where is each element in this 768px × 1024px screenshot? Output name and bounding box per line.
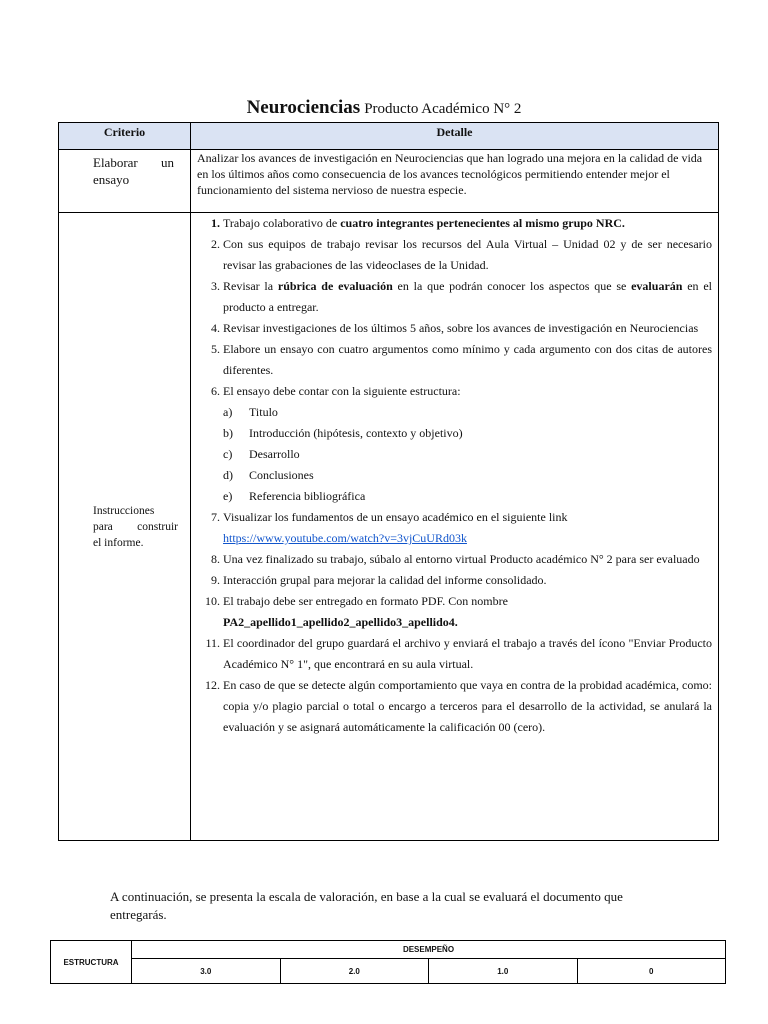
sublist-item: Desarrollo	[249, 447, 300, 461]
list-item	[223, 381, 712, 507]
sublist-item: Referencia bibliográfica	[249, 489, 366, 503]
step-bold-text: evaluarán	[631, 279, 683, 293]
page-title	[0, 96, 768, 121]
step-text: en la que podrán conocer los aspectos que se	[392, 279, 632, 293]
step-text: Revisar la	[223, 279, 278, 293]
title-sub: Producto Académico N° 2	[364, 101, 522, 117]
step-text: Trabajo colaborativo de	[223, 216, 341, 230]
table-row	[59, 213, 719, 841]
header-detalle: Detalle	[191, 123, 719, 150]
criteria-table	[58, 122, 719, 841]
criterio-line: el informe.	[93, 536, 144, 549]
table-row	[51, 959, 726, 984]
sublist-item: Conclusiones	[249, 468, 314, 482]
list-item: 11. El coordinador del grupo guardará el archivo y enviará el trabajo a través del ícono "Enviar Producto Académico N° 1", que encontrará en su aula virtual.	[223, 633, 712, 675]
instructions-list	[197, 213, 712, 738]
step-text: en el producto a entregar.	[223, 279, 712, 314]
score-level: 2.0	[280, 959, 429, 984]
step-bold-text: PA2_apellido1_apellido2_apellido3_apellido4.	[223, 615, 458, 629]
list-item	[223, 276, 712, 318]
criterio-line: Elaborar un	[93, 155, 174, 170]
table-header-row	[59, 123, 719, 150]
desempeno-header: DESEMPEÑO	[132, 941, 726, 959]
list-item	[223, 591, 712, 633]
list-item: 2. Con sus equipos de trabajo revisar los recursos del Aula Virtual – Unidad 02 y de ser necesario revisar las grabaciones de las videoclases de la Unidad.	[223, 234, 712, 276]
score-level: 0	[577, 959, 726, 984]
step-text: 10. El trabajo debe ser entregado en formato PDF. Con nombre	[223, 594, 508, 608]
list-item: 12. En caso de que se detecte algún comportamiento que vaya en contra de la probidad académica, como: copia y/o plagio parcial o total o encargo a terceros para el desarrollo de la actividad, se anulará la evaluación y se asignará automáticamente la calificación 00 (cero).	[223, 675, 712, 738]
step-text: 7. Visualizar los fundamentos de un ensayo académico en el siguiente link	[223, 510, 568, 524]
list-item	[223, 507, 712, 549]
step-text: El ensayo debe contar con la siguiente estructura:	[223, 384, 461, 398]
header-criterio: Criterio	[59, 123, 191, 150]
rating-scale-table	[50, 940, 726, 984]
table-row	[51, 941, 726, 959]
list-item: 8. Una vez finalizado su trabajo, súbalo al entorno virtual Producto académico N° 2 para ser evaluado	[223, 549, 712, 570]
score-level: 3.0	[132, 959, 281, 984]
title-main: Neurociencias	[246, 97, 361, 118]
intro-paragraph: A continuación, se presenta la escala de valoración, en base a la cual se evaluará el documento que entregarás.	[110, 889, 623, 922]
score-level: 1.0	[429, 959, 578, 984]
list-item: 9. Interacción grupal para mejorar la calidad del informe consolidado.	[223, 570, 712, 591]
criterio-line: Instrucciones	[93, 504, 155, 517]
criterio-line: para construir	[93, 520, 178, 533]
list-item: 4. Revisar investigaciones de los últimos 5 años, sobre los avances de investigación en Neurociencias	[223, 318, 712, 339]
table-row	[59, 150, 719, 213]
criterio-cell	[59, 150, 191, 213]
youtube-link[interactable]: https://www.youtube.com/watch?v=3vjCuURd03k	[223, 531, 467, 545]
step-bold-text: rúbrica de evaluación	[277, 279, 393, 293]
detalle-cell: Analizar los avances de investigación en Neurociencias que han logrado una mejora en la calidad de vida en los últimos años como consecuencia de los avances tecnológicos permitiendo entender mejor el funcionamiento del sistema nervioso de nuestra especie.	[191, 150, 719, 213]
sublist-item: Introducción (hipótesis, contexto y objetivo)	[249, 426, 463, 440]
estructura-header: ESTRUCTURA	[51, 941, 132, 984]
list-item: 5. Elabore un ensayo con cuatro argumentos como mínimo y cada argumento con dos citas de autores diferentes.	[223, 339, 712, 381]
instructions-cell	[191, 213, 719, 841]
step-bold-text: cuatro integrantes pertenecientes al mismo grupo NRC.	[340, 216, 625, 230]
sublist-item: Titulo	[249, 405, 278, 419]
criterio-line: ensayo	[93, 172, 130, 187]
structure-sublist	[223, 402, 712, 507]
list-item	[223, 213, 712, 234]
criterio-cell	[59, 213, 191, 841]
